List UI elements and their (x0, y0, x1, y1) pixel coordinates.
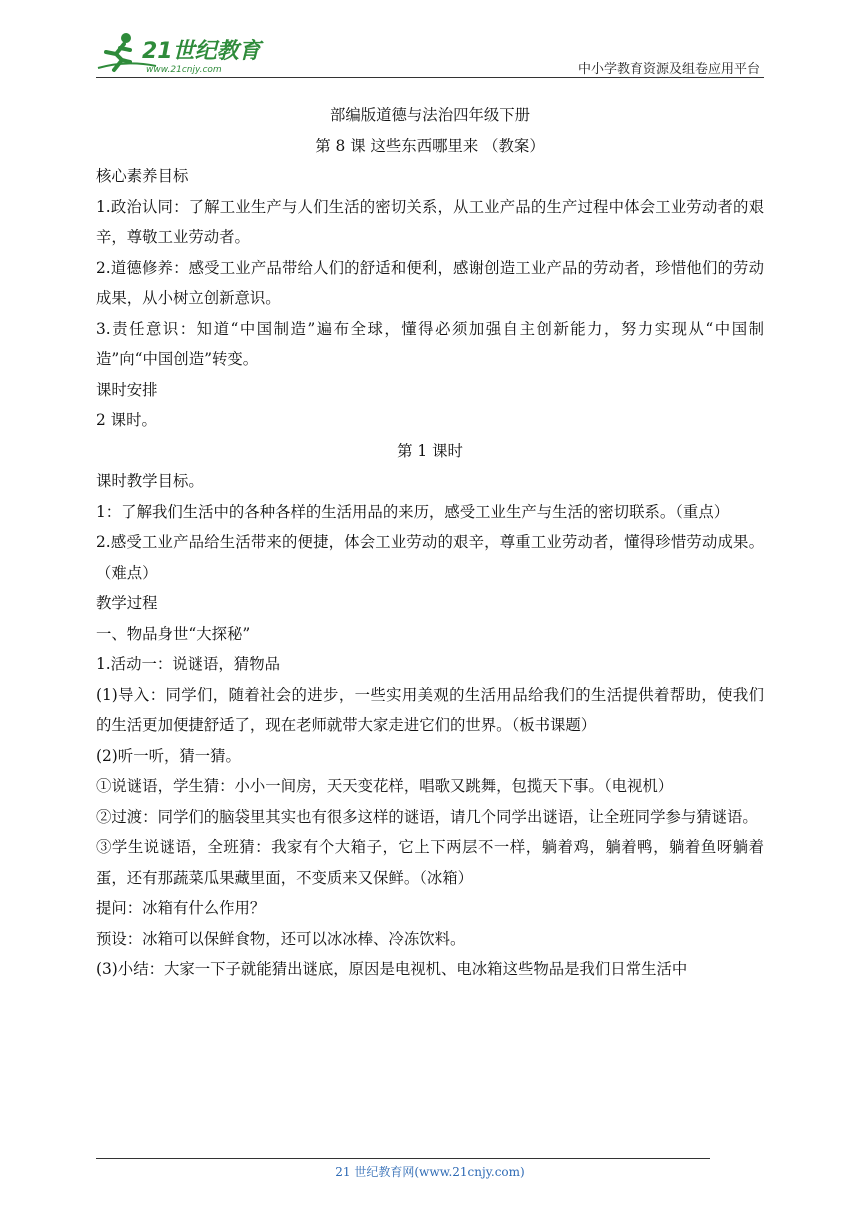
lesson-heading: 第 1 课时 (397, 441, 463, 460)
paragraph: 2.道德修养：感受工业产品带给人们的舒适和便利，感谢创造工业产品的劳动者，珍惜他们的劳动成果，从小树立创新意识。 (96, 258, 764, 307)
runner-logo-icon (96, 30, 266, 76)
logo-text: 21世纪教育 (142, 39, 261, 64)
paragraph: ①说谜语，学生猜：小小一间房，天天变花样，唱歌又跳舞，包揽天下事。（电视机） (96, 777, 674, 795)
section-heading: 教学过程 (96, 594, 158, 612)
paragraph: 1.政治认同：了解工业生产与人们生活的密切关系，从工业产品的生产过程中体会工业劳动者的艰辛，尊敬工业劳动者。 (96, 197, 764, 246)
footer-divider (96, 1158, 710, 1159)
document-subtitle: 第 8 课 这些东西哪里来 （教案） (315, 136, 545, 155)
paragraph: 提问：冰箱有什么作用？ (96, 899, 266, 917)
header-divider (96, 77, 764, 78)
document-title: 部编版道德与法治四年级下册 (329, 106, 531, 124)
paragraph: 1：了解我们生活中的各种各样的生活用品的来历，感受工业生产与生活的密切联系。（重点） (96, 502, 730, 521)
paragraph: ②过渡：同学们的脑袋里其实也有很多这样的谜语，请几个同学出谜语，让全班同学参与猜谜语。 (96, 807, 758, 826)
paragraph: (1)导入：同学们，随着社会的进步，一些实用美观的生活用品给我们的生活提供着帮助，使我们的生活更加便捷舒适了，现在老师就带大家走进它们的世界。（板书课题） (96, 685, 764, 734)
paragraph: 2 课时。 (96, 411, 157, 429)
paragraph: 2.感受工业产品给生活带来的便捷，体会工业劳动的艰辛，尊重工业劳动者，懂得珍惜劳动成果。（难点） (96, 533, 764, 582)
logo-url: www.21cnjy.com (146, 65, 222, 75)
section-heading: 核心素养目标 (96, 167, 189, 185)
page-header (0, 0, 860, 80)
paragraph: (3)小结：大家一下子就能猜出谜底，原因是电视机、电冰箱这些物品是我们日常生活中 (96, 960, 688, 978)
paragraph: ③学生说谜语，全班猜：我家有个大箱子，它上下两层不一样，躺着鸡，躺着鸭，躺着鱼呀躺着蛋，还有那蔬菜瓜果藏里面，不变质来又保鲜。（冰箱） (96, 838, 764, 887)
site-logo[interactable] (96, 30, 266, 76)
section-heading: 课时安排 (96, 380, 158, 399)
paragraph: 3.责任意识：知道“中国制造”遍布全球，懂得必须加强自主创新能力，努力实现从“中国制造”向“中国创造”转变。 (96, 319, 764, 368)
footer-link[interactable]: 21 世纪教育网(www.21cnjy.com) (335, 1165, 525, 1179)
paragraph: (2)听一听，猜一猜。 (96, 746, 241, 765)
platform-name: 中小学教育资源及组卷应用平台 (577, 62, 760, 77)
section-heading: 课时教学目标。 (96, 472, 204, 490)
paragraph: 1.活动一：说谜语，猜物品 (96, 655, 280, 673)
paragraph: 一、物品身世“大探秘” (96, 624, 251, 643)
document-body (96, 100, 764, 985)
paragraph: 预设：冰箱可以保鲜食物，还可以冰冰棒、冷冻饮料。 (96, 929, 466, 948)
